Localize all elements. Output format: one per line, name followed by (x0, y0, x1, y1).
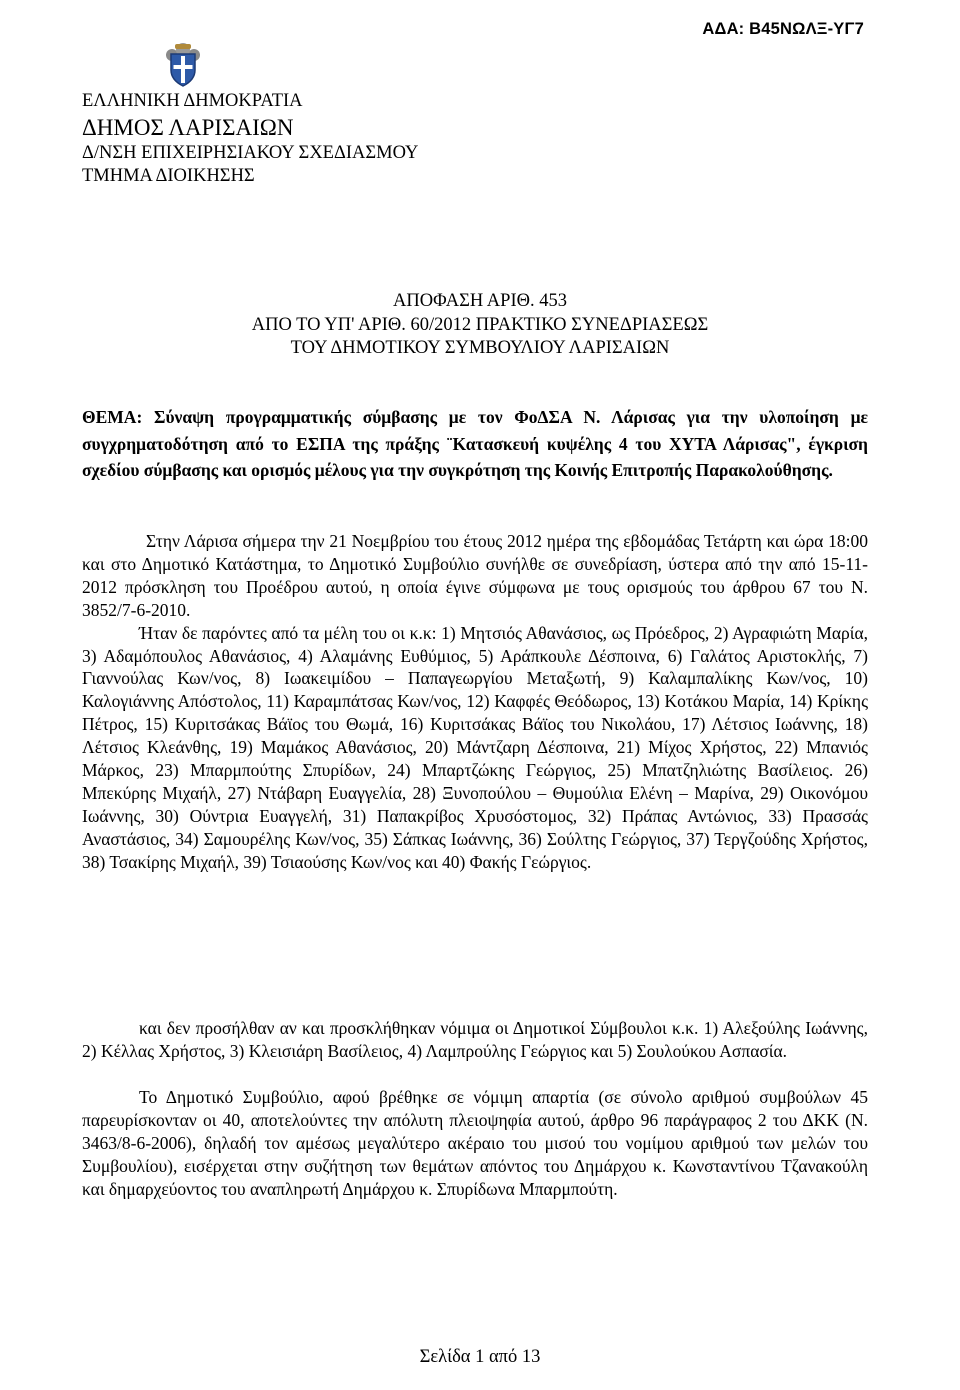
subject-section (82, 404, 868, 484)
coat-of-arms-icon (163, 40, 203, 88)
directorate-name: Δ/ΝΣΗ ΕΠΙΧΕΙΡΗΣΙΑΚΟΥ ΣΧΕΔΙΑΣΜΟΥ (82, 143, 419, 163)
council-name: ΤΟΥ ΔΗΜΟΤΙΚΟΥ ΣΥΜΒΟΥΛΙΟΥ ΛΑΡΙΣΑΙΩΝ (290, 338, 670, 358)
subject-text: ΘΕΜΑ: Σύναψη προγραμματικής σύμβασης με τον ΦοΔΣΑ Ν. Λάρισας για την υλοποίηση με συγχρηματοδότηση από το ΕΣΠΑ της πράξης ¨Κατασκευή κυψέλης 4 του ΧΥΤΑ Λάρισας", έγκριση σχεδίου σύμβασης και ορισμός μέλους για την συγκρότηση της Κοινής Επιτροπής Παρακολούθησης. (82, 407, 868, 480)
municipality-name: ΔΗΜΟΣ ΛΑΡΙΣΑΙΩΝ (82, 115, 294, 140)
present-members-paragraph: Ήταν δε παρόντες από τα μέλη του οι κ.κ: 1) Μητσιός Αθανάσιος, ως Πρόεδρος, 2) Αγραφιώτη Μαρία, 3) Αδαμόπουλος Αθανάσιος, 4) Αλαμάνης Ευθύμιος, 5) Αράπκουλε Δέσποινα, 6) Γαλάτος Αριστοκλής, 7) Γιαννούλας Κων/νος, 8) Ιωακειμίδου – Παπαγεωργίου Μεταξωτή, 9) Καλαμπαλίκης Κων/νος, 10) Καλογιάννης Απόστολος, 11) Καραμπάτσας Κων/νος, 12) Καφφές Θεόδωρος, 13) Κοτάκου Μαρία, 14) Κρίκης Πέτρος, 15) Κυριτσάκας Βάϊος του Θωμά, 16) Κυριτσάκας Βάϊος του Νικολάου, 17) Λέτσιος Ιωάννης, 18) Λέτσιος Κλεάνθης, 19) Μαμάκος Αθανάσιος, 20) Μάντζαρη Δέσποινα, 21) Μίχος Χρήστος, 22) Μπανιός Μάρκος, 23) Μπαρμπούτης Σπυρίδων, 24) Μπαρτζώκης Γεώργιος, 25) Μπατζηλιώτης Βασίλειος. 26) Μπεκύρης Μιχαήλ, 27) Ντάβαρη Ευαγγελία, 28) Ξυνοπούλου – Θυμούλια Ελένη – Μαρίνα, 29) Οικονόμου Ιωάννης, 30) Ούντρια Ευαγγελή, 31) Παπακρίβος Χρυσόστομος, 32) Πράπας Αντώνιος, 33) Πρασσάς Αναστάσιος, 34) Σαμουρέλης Κων/νος, 35) Σάπκας Ιωάννης, 36) Σούλτης Γεώργιος, 37) Τεργζούδης Χρήστος, 38) Τσακίρης Μιχαήλ, 39) Τσιαούσης Κων/νος και 40) Φακής Γεώργιος. (82, 622, 868, 872)
absent-section (82, 1017, 868, 1063)
issuer-header (82, 90, 682, 188)
ada-code: ΑΔΑ: Β45ΝΩΛΞ-ΥΓ7 (702, 20, 864, 38)
meeting-paragraph: Στην Λάρισα σήμερα την 21 Νοεμβρίου του έτους 2012 ημέρα της εβδομάδας Τετάρτη και ώρα 18:00 και στο Δημοτικό Κατάστημα, το Δημοτικό Συμβούλιο συνήλθε σε συνεδρίαση, ύστερα από την από 15-11-2012 πρόσκληση του Προέδρου αυτού, η οποία έγινε σύμφωνα με τους ορισμούς του άρθρου 67 του Ν. 3852/7-6-2010. (82, 531, 868, 620)
decision-number: ΑΠΟΦΑΣΗ ΑΡΙΘ. 453 (393, 291, 567, 311)
absent-members-paragraph: και δεν προσήλθαν αν και προσκλήθηκαν νόμιμα οι Δημοτικοί Σύμβουλοι κ.κ. 1) Αλεξούλης Ιωάννης, 2) Κέλλας Χρήστος, 3) Κλεισιάρη Βασίλειος, 4) Λαμπρούλης Γεώργιος και 5) Σουλούκου Ασπασία. (82, 1018, 868, 1061)
country-name: ΕΛΛΗΝΙΚΗ ΔΗΜΟΚΡΑΤΙΑ (82, 91, 303, 111)
page-number: Σελίδα 1 από 13 (419, 1347, 541, 1367)
minutes-reference: ΑΠΟ ΤΟ ΥΠ' ΑΡΙΘ. 60/2012 ΠΡΑΚΤΙΚΟ ΣΥΝΕΔΡΙΑΣΕΩΣ (251, 314, 709, 335)
quorum-section (82, 1086, 868, 1201)
department-name: ΤΜΗΜΑ ΔΙΟΙΚΗΣΗΣ (82, 166, 255, 186)
decision-title (0, 290, 960, 361)
meeting-section (82, 530, 868, 874)
quorum-paragraph: Το Δημοτικό Συμβούλιο, αφού βρέθηκε σε νόμιμη απαρτία (σε σύνολο αριθμού συμβούλων 45 παρευρίσκονταν οι 40, αποτελούντες την απόλυτη πλειοψηφία αυτού, άρθρο 96 παράγραφος 2 του ΔΚΚ (Ν. 3463/8-6-2006), δηλαδή τον αμέσως μεγαλύτερο ακέραιο του μισού του νομίμου αριθμού των μελών του Συμβουλίου), εισέρχεται στην συζήτηση των θεμάτων απόντος του Δημάρχου κ. Κωνσταντίνου Τζανακούλη και δημαρχεύοντος του αναπληρωτή Δημάρχου κ. Σπυρίδωνα Μπαρμπούτη. (82, 1087, 868, 1199)
